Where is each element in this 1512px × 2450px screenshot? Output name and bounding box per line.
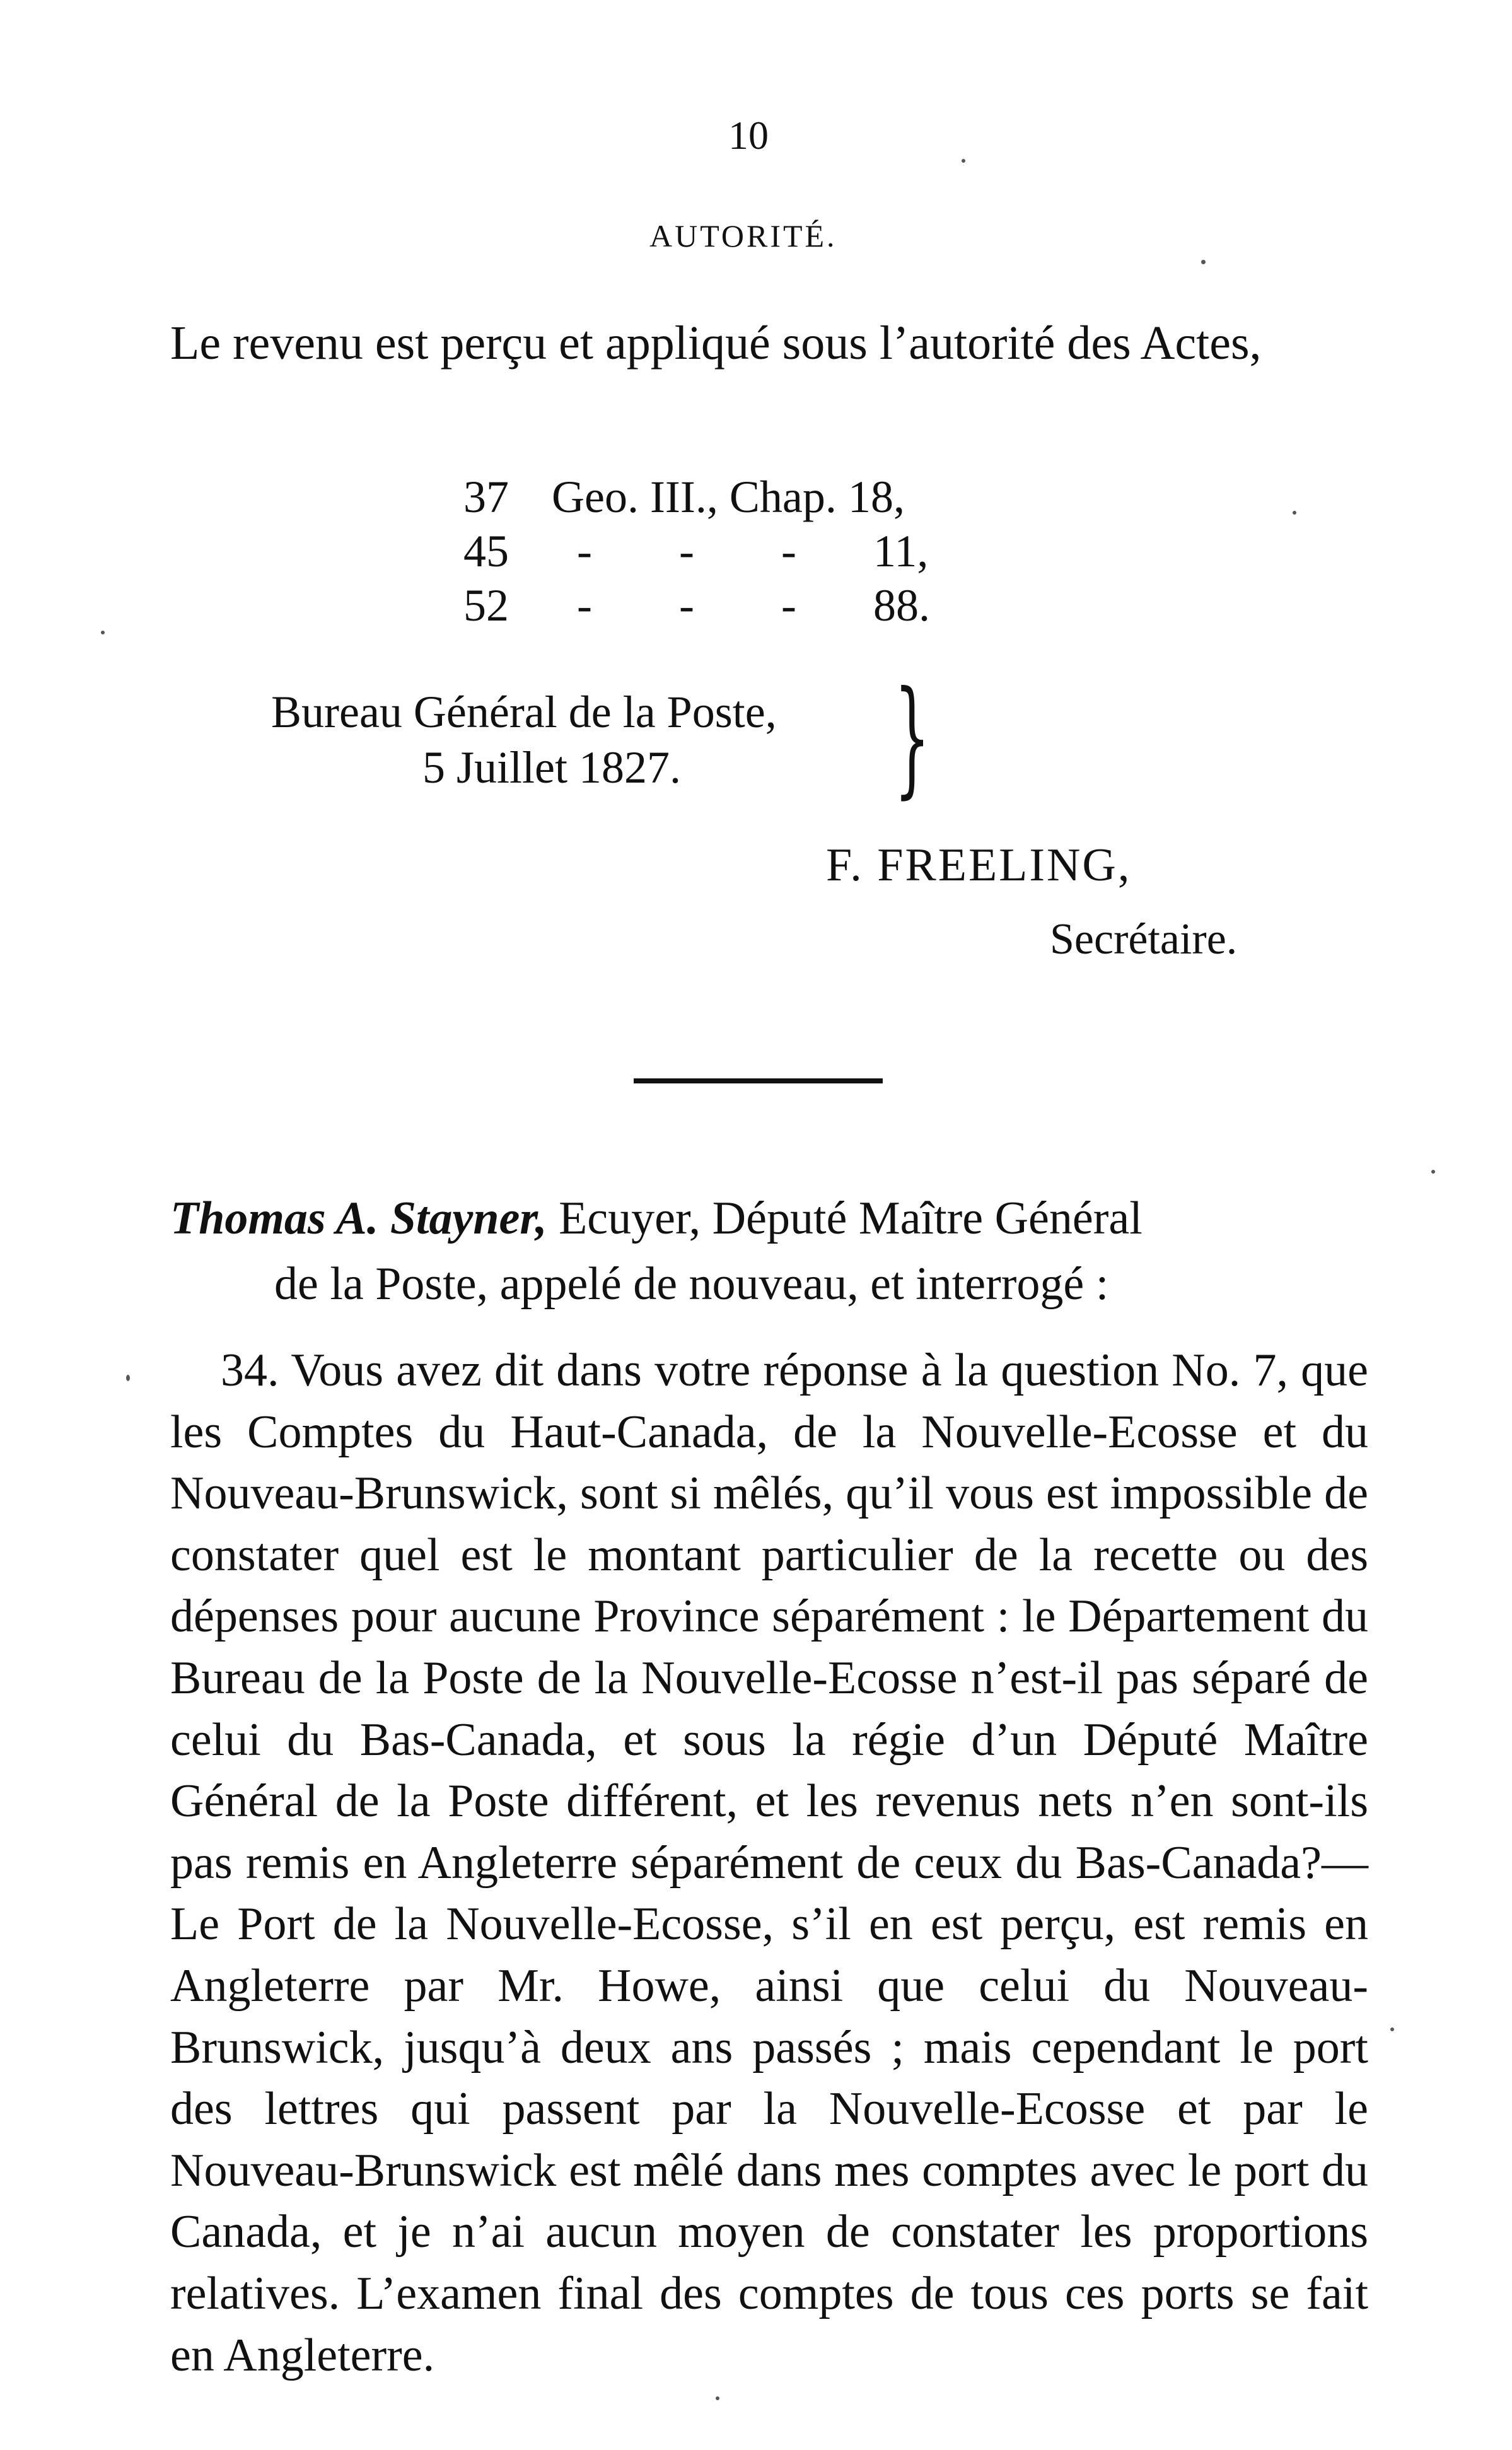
- act-number: 45: [463, 526, 509, 576]
- scan-speck: [716, 2396, 719, 2400]
- scan-speck: [1390, 2027, 1394, 2031]
- act-chapter: 18,: [848, 472, 905, 522]
- signature-name: F. FREELING,: [826, 839, 1132, 891]
- witness-title: Ecuyer, Député Maître Général: [547, 1193, 1143, 1244]
- act-chapter: 11,: [873, 526, 929, 576]
- page-number: 10: [728, 113, 769, 158]
- section-divider: [634, 1078, 883, 1083]
- act-row: [463, 578, 1056, 633]
- witness-name: Thomas A. Stayner,: [170, 1193, 547, 1244]
- scan-speck: [1201, 260, 1206, 264]
- act-number: 37: [463, 472, 509, 522]
- signature-title: Secrétaire.: [1050, 915, 1238, 964]
- act-chapter: 88.: [873, 580, 930, 631]
- scan-speck: [962, 159, 965, 163]
- witness-line-2: de la Poste, appelé de nouveau, et interrogé :: [274, 1258, 1109, 1310]
- act-title: - - -: [577, 580, 834, 631]
- act-number: 52: [463, 580, 509, 631]
- act-row: [463, 524, 1056, 578]
- place-line: Bureau Général de la Poste,: [271, 687, 777, 737]
- brace-icon: }: [894, 664, 931, 811]
- act-title: - - -: [577, 526, 834, 576]
- scan-speck: [1293, 511, 1296, 515]
- question-34-paragraph: 34. Vous avez dit dans votre réponse à la question No. 7, que les Comptes du Haut-Canada, de la Nouvelle-Ecosse et du Nouveau-Brunswick, sont si mêlés, qu’il vous est impossible de constater quel est le montant particulier de la recette ou des dépenses pour aucune Province séparément : le Département du Bureau de la Poste de la Nouvelle-Ecosse n’est-il pas séparé de celui du Bas-Canada, et sous la régie d’un Député Maître Général de la Poste différent, et les revenus nets n’en sont-ils pas remis en Angleterre séparément de ceux du Bas-Canada?—Le Port de la Nouvelle-Ecosse, s’il en est perçu, est remis en Angleterre par Mr. Howe, ainsi que celui du Nouveau-Brunswick, jusqu’à deux ans passés ; mais cependant le port des lettres qui passent par la Nouvelle-Ecosse et par le Nouveau-Brunswick est mêlé dans mes comptes avec le port du Canada, et je n’ai aucun moyen de constater les proportions relatives. L’examen final des comptes de tous ces ports se fait en Angleterre.: [170, 1345, 1368, 2381]
- witness-intro: [170, 1186, 1368, 1317]
- scan-speck: [126, 1375, 130, 1381]
- date-line: 5 Juillet 1827.: [422, 742, 681, 793]
- place-date-block: [271, 684, 777, 795]
- intro-paragraph: Le revenu est perçu et appliqué sous l’autorité des Actes,: [170, 317, 1262, 370]
- section-heading: AUTORITÉ.: [649, 218, 837, 254]
- scan-speck: [1431, 1170, 1435, 1174]
- acts-list: [463, 470, 1056, 633]
- act-row: [463, 470, 1056, 524]
- scan-speck: [101, 631, 105, 634]
- act-title: Geo. III., Chap.: [552, 472, 837, 522]
